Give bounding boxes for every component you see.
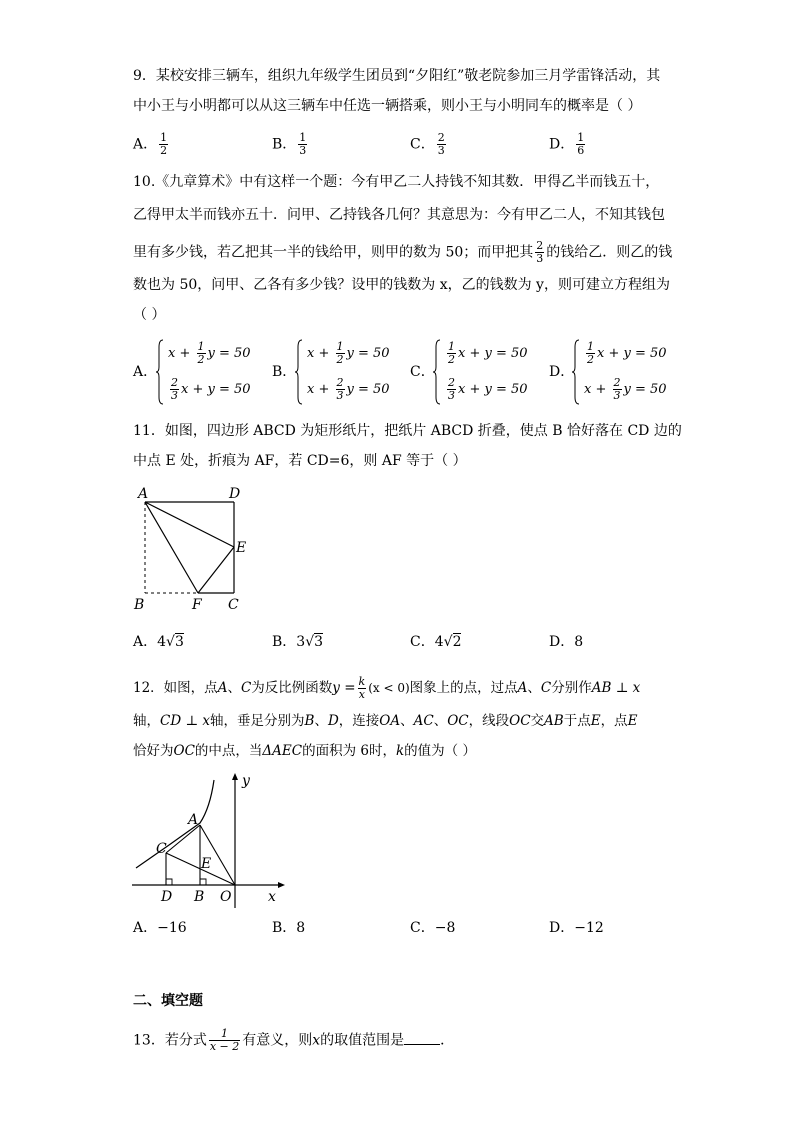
equation: x + $\frac{1}{2}$ y = 50 [168, 340, 251, 366]
axis-y-label: y [242, 773, 250, 789]
equation: x + $\frac{2}{3}$ y = 50 [307, 376, 390, 402]
equation: $\frac{2}{3}$ x + y = 50 [448, 376, 528, 402]
q9-stem-line1: 9．某校安排三辆车，组织九年级学生团员到“夕阳红”敬老院参加三月学雷锋活动，其 [133, 68, 661, 84]
q11-stem-line1: 11．如图，四边形 ABCD 为矩形纸片，把纸片 ABCD 折叠，使点 B 恰好落在 CD 边的 [133, 423, 682, 439]
equation: $\frac{1}{2}$ x + y = 50 [587, 340, 667, 366]
point-e-label: E [236, 540, 247, 556]
q11-stem-line2: 中点 E 处，折痕为 AF，若 CD=6，则 AF 等于（ ） [133, 453, 467, 469]
q12-stem-line2: 轴，CD ⊥ x轴，垂足分别为B、D，连接OA、AC、OC，线段OC交AB于点E，点E [133, 713, 638, 729]
q12-stem-line1: 12．如图，点A、C为反比例函数y = $\frac{k}{x}$ (x < 0)图象上的点，过点A、C分别作AB ⊥ x [133, 675, 641, 701]
brace-icon [433, 339, 441, 405]
equation: x + $\frac{1}{2}$ y = 50 [307, 340, 390, 366]
point-b-label: B [194, 889, 205, 905]
brace-icon [572, 339, 580, 405]
equation: $\frac{1}{2}$ x + y = 50 [448, 340, 528, 366]
q10-stem-line3: 里有多少钱，若乙把其一半的钱给甲，则甲的数为 50；而甲把其 $\frac{2}{3}$ 的钱给乙．则乙的钱 [133, 239, 673, 265]
point-e-label: E [201, 856, 212, 872]
q11-option-b[interactable]: B．3√3 [272, 634, 324, 650]
q11-rectangle-figure [130, 484, 260, 614]
point-d-label: D [229, 486, 241, 502]
q13-stem: 13．若分式 $\frac{1}{x - 2}$ 有意义，则x的取值范围是 ． [133, 1027, 455, 1053]
q10-option-d-label[interactable]: D． [549, 364, 575, 380]
q11-option-d[interactable]: D．8 [549, 634, 584, 650]
q10-option-d-system [572, 339, 672, 409]
sqrt-icon: √ [166, 634, 175, 650]
point-b-label: B [134, 597, 145, 613]
q10-option-c-system [433, 339, 533, 409]
y-axis-arrow-icon [232, 773, 238, 780]
q12-function-fraction: $\frac{k}{x}$ [358, 675, 366, 701]
fraction: $\frac{2}{3}$ [336, 376, 344, 402]
q12-option-c[interactable]: C．−8 [410, 920, 456, 936]
q13-fraction: $\frac{1}{x - 2}$ [209, 1027, 240, 1053]
q10-stem-line5: （ ） [133, 307, 166, 323]
point-a-label: A [188, 812, 199, 828]
point-d-label: D [161, 889, 173, 905]
fraction: $\frac{2}{3}$ [613, 376, 621, 402]
q10-stem-line1: 10.《九章算术》中有这样一个题：今有甲乙二人持钱不知其数．甲得乙半而钱五十， [133, 174, 660, 190]
fraction: $\frac{1}{2}$ [197, 340, 205, 366]
point-c-label: C [228, 597, 239, 613]
hyperbola-curve [136, 780, 214, 868]
q10-inline-fraction: $\frac{2}{3}$ [536, 239, 544, 265]
answer-blank[interactable] [404, 1030, 440, 1045]
q10-option-a-system [156, 339, 256, 409]
q9-stem-line2: 中小王与小明都可以从这三辆车中任选一辆搭乘，则小王与小明同车的概率是（ ） [133, 98, 642, 114]
point-o-label: O [220, 889, 232, 905]
q9-option-a-fraction: $\frac{1}{2}$ [160, 131, 168, 157]
q9-option-d[interactable]: D． $\frac{1}{6}$ [549, 131, 585, 157]
q9-option-c[interactable]: C． $\frac{2}{3}$ [410, 131, 445, 157]
q10-option-c-label[interactable]: C． [410, 364, 435, 380]
q10-stem-line2: 乙得甲太半而钱亦五十．问甲、乙持钱各几何？其意思为：今有甲乙二人，不知其钱包 [133, 207, 665, 223]
point-c-label: C [156, 841, 167, 857]
fraction: $\frac{2}{3}$ [448, 376, 455, 402]
axis-x-label: x [268, 889, 276, 905]
fraction: $\frac{1}{2}$ [336, 340, 344, 366]
brace-icon [295, 339, 303, 405]
section-heading: 二、填空题 [133, 993, 203, 1009]
segment-oa [200, 825, 235, 885]
equation: x + $\frac{2}{3}$ y = 50 [584, 376, 667, 402]
q9-option-a[interactable]: A． $\frac{1}{2}$ [133, 131, 168, 157]
q9-option-b[interactable]: B． $\frac{1}{3}$ [272, 131, 307, 157]
segment-ac [166, 825, 200, 853]
fraction: $\frac{2}{3}$ [171, 376, 178, 402]
fraction: $\frac{1}{2}$ [448, 340, 455, 366]
fraction: $\frac{1}{2}$ [587, 340, 594, 366]
q12-option-b[interactable]: B．8 [272, 920, 306, 936]
q9-option-d-fraction: $\frac{1}{6}$ [577, 131, 585, 157]
sqrt-icon: √ [305, 634, 315, 650]
q11-option-a[interactable]: A．4√3 [133, 634, 184, 650]
q12-stem-line3: 恰好为OC的中点，当ΔAEC的面积为 6时，k的值为（ ） [133, 743, 476, 759]
q11-option-c[interactable]: C．4√2 [410, 634, 462, 650]
q10-stem-line4: 数也为 50，问甲、乙各有多少钱？设甲的钱数为 x，乙的钱数为 y，则可建立方程组为 [133, 277, 670, 293]
equation: $\frac{2}{3}$ x + y = 50 [171, 376, 251, 402]
sqrt-icon: √ [443, 634, 453, 650]
q10-option-b-system [295, 339, 395, 409]
x-axis-arrow-icon [278, 882, 285, 888]
point-f-label: F [192, 597, 202, 613]
q9-option-c-fraction: $\frac{2}{3}$ [437, 131, 445, 157]
q10-option-b-label[interactable]: B． [272, 364, 297, 380]
q12-option-a[interactable]: A．−16 [133, 920, 187, 936]
right-angle-d-icon [166, 879, 172, 885]
q10-option-a-label[interactable]: A． [133, 364, 158, 380]
point-a-label: A [138, 486, 149, 502]
q12-hyperbola-figure [128, 768, 288, 908]
right-angle-b-icon [200, 879, 206, 885]
q9-option-b-fraction: $\frac{1}{3}$ [299, 131, 307, 157]
segment-fe [198, 547, 234, 593]
q12-option-d[interactable]: D．−12 [549, 920, 604, 936]
brace-icon [156, 339, 164, 405]
